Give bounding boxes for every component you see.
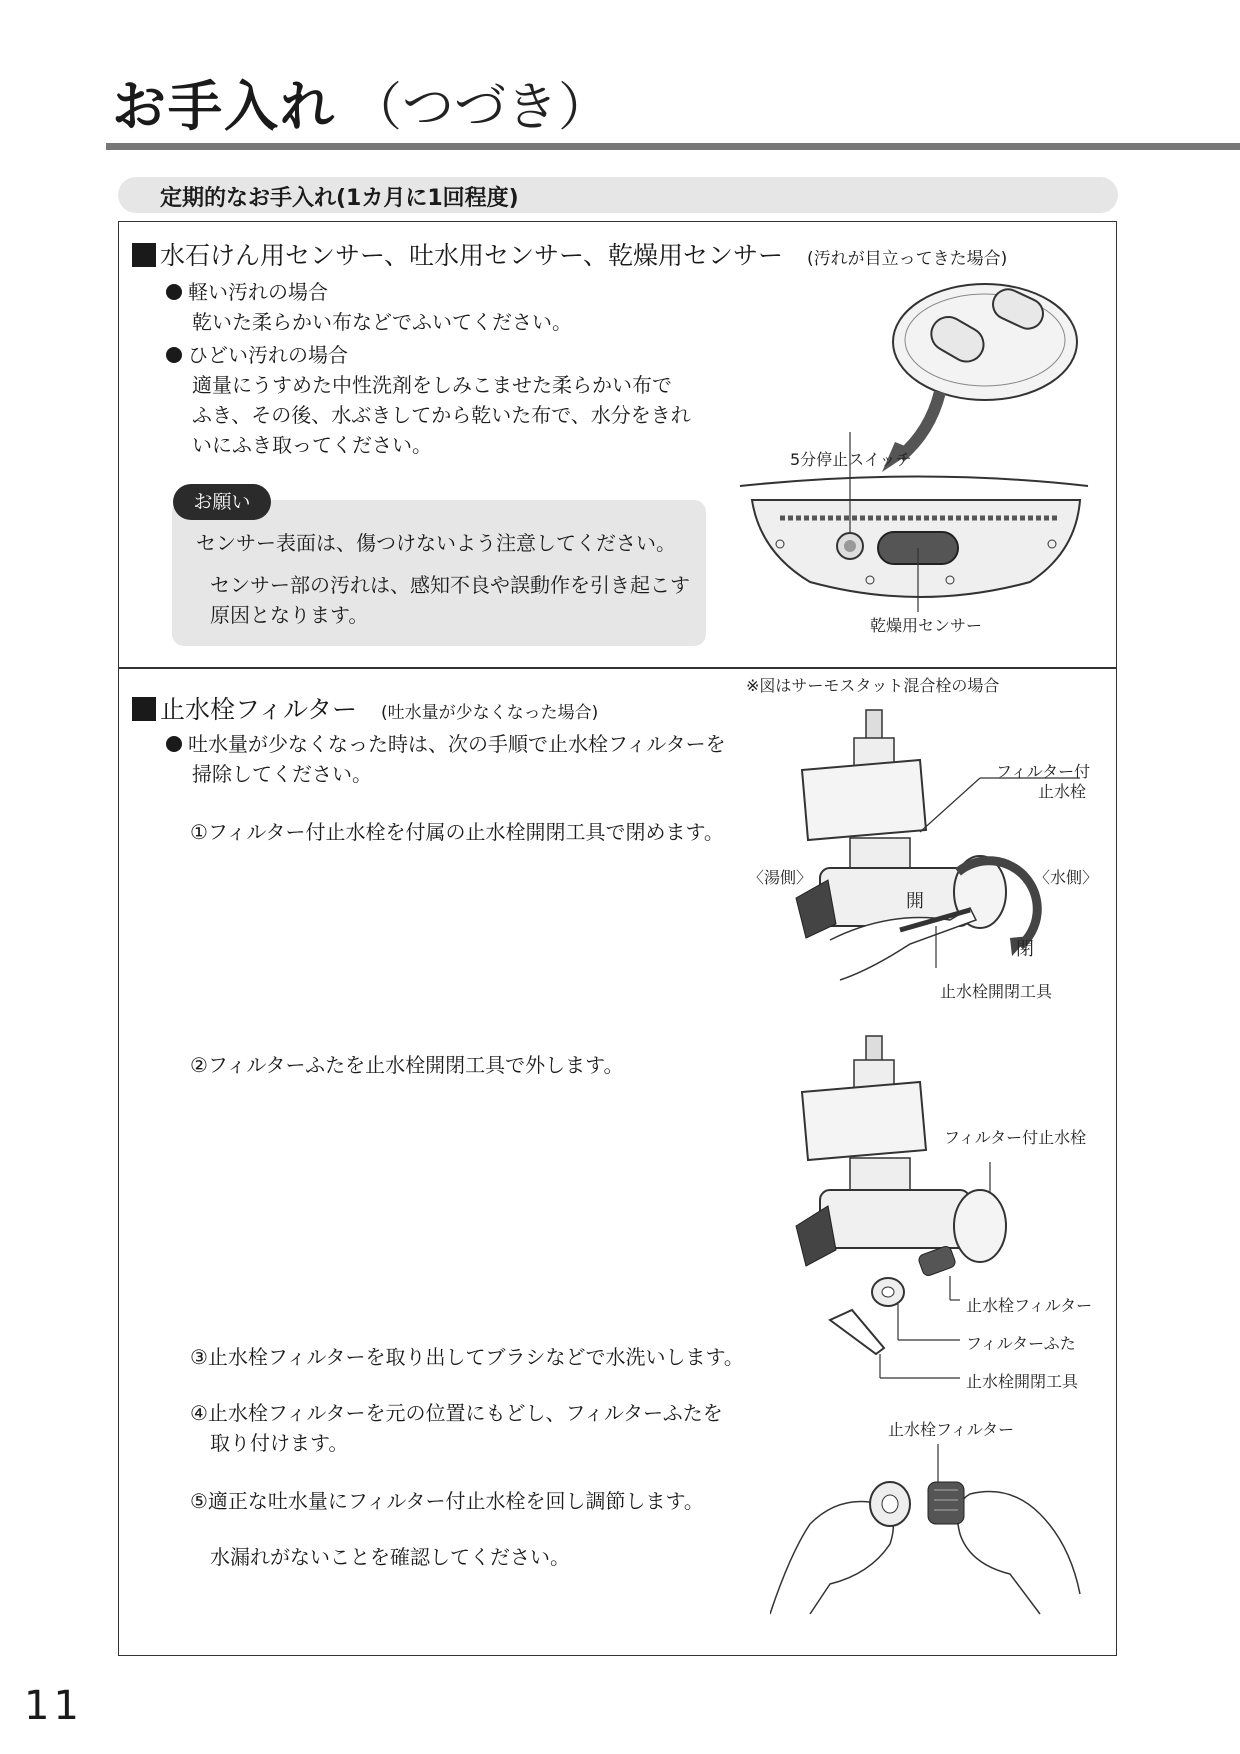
heavy-line-2: ふき、その後、水ぶきしてから乾いた布で、水分をきれ — [192, 403, 691, 427]
label-valve-l1: フィルター付 — [996, 762, 1091, 781]
filter-cap-hole — [882, 1495, 898, 1513]
title-rule — [106, 143, 1240, 150]
heavy-line-3: いにふき取ってください。 — [192, 433, 432, 457]
page-title — [112, 72, 610, 143]
bullet-light — [166, 277, 328, 307]
filter-mesh — [917, 1245, 956, 1277]
label-filter-2: 止水栓フィルター — [966, 1296, 1093, 1315]
page-title-main: お手入れ — [112, 75, 336, 138]
square-icon — [132, 243, 156, 267]
pipe-top — [866, 710, 882, 740]
stop-switch-core — [844, 540, 856, 552]
filter-cap-hole — [882, 1287, 894, 1297]
filter-heading — [132, 694, 598, 729]
filter-heading-note: (吐水量が少なくなった場合) — [381, 703, 599, 723]
section-divider — [118, 667, 1117, 669]
cold-valve — [954, 1190, 1006, 1262]
panel-top-line — [740, 477, 1088, 487]
step-4-line-1: ④止水栓フィルターを元の位置にもどし、フィルターふたを — [190, 1401, 723, 1425]
step-4-line-2: 取り付けます。 — [210, 1431, 349, 1455]
light-title: 軽い汚れの場合 — [188, 280, 328, 304]
step-5-note: 水漏れがないことを確認してください。 — [210, 1545, 570, 1569]
caution-line-2: 原因となります。 — [210, 603, 369, 627]
sensor-heading — [132, 240, 1007, 275]
intro-line-2: 掃除してください。 — [192, 762, 372, 786]
label-hot-side: 〈湯側〉 — [748, 868, 813, 887]
bullet-icon — [166, 347, 182, 363]
label-filter-3: 止水栓フィルター — [888, 1420, 1015, 1439]
step-1: ①フィルター付止水栓を付属の止水栓開閉工具で閉めます。 — [190, 820, 724, 844]
bullet-intro — [166, 729, 726, 759]
step-3: ③止水栓フィルターを取り出してブラシなどで水洗いします。 — [190, 1345, 744, 1369]
label-cold-side: 〈水側〉 — [1034, 868, 1099, 887]
label-valve-l2: 止水栓 — [1038, 782, 1087, 801]
filter-figure-3 — [770, 1444, 1090, 1624]
caution-label: お願い — [173, 484, 271, 520]
label-close: 閉 — [1016, 939, 1034, 960]
caution-main: センサー表面は、傷つけないよう注意してください。 — [196, 531, 676, 555]
light-text: 乾いた柔らかい布などでふいてください。 — [192, 310, 572, 334]
bullet-icon — [166, 736, 182, 752]
square-icon — [132, 697, 156, 721]
label-tool-2: 止水栓開閉工具 — [966, 1372, 1079, 1391]
bullet-heavy — [166, 340, 348, 370]
right-hand-icon — [958, 1492, 1080, 1615]
valve-box — [802, 760, 926, 840]
caution-line-1: センサー部の汚れは、感知不良や誤動作を引き起こす — [210, 573, 690, 597]
filter-mesh — [928, 1482, 964, 1524]
section-band — [118, 177, 1118, 213]
page-number: 11 — [24, 1683, 83, 1729]
page-title-sub: （つづき） — [350, 78, 611, 138]
bullet-icon — [166, 284, 182, 300]
label-tool-1: 止水栓開閉工具 — [940, 982, 1053, 1001]
sensor-unit-top — [893, 284, 1077, 400]
label-cap-2: フィルターふた — [966, 1334, 1076, 1353]
tool-icon — [830, 1310, 884, 1354]
figure-note: ※図はサーモスタット混合栓の場合 — [746, 676, 1000, 695]
intro-line-1: 吐水量が少なくなった時は、次の手順で止水栓フィルターを — [188, 732, 726, 756]
label-stop-switch: 5分停止スイッチ — [790, 450, 912, 469]
label-dry-sensor: 乾燥用センサー — [870, 616, 983, 635]
step-5: ⑤適正な吐水量にフィルター付止水栓を回し調節します。 — [190, 1489, 704, 1513]
label-open: 開 — [906, 891, 924, 912]
hot-nut — [796, 880, 836, 938]
leader-valve-diag — [920, 778, 980, 832]
filter-heading-text: 止水栓フィルター — [160, 695, 358, 724]
section-title: 定期的なお手入れ(1カ月に1回程度) — [160, 186, 519, 211]
heavy-title: ひどい汚れの場合 — [188, 343, 348, 367]
sensor-heading-note: (汚れが目立ってきた場合) — [807, 249, 1008, 269]
label-valve-2: フィルター付止水栓 — [944, 1128, 1087, 1147]
hot-nut — [796, 1206, 836, 1266]
sensor-heading-text: 水石けん用センサー、吐水用センサー、乾燥用センサー — [160, 241, 784, 270]
valve-box — [802, 1082, 926, 1160]
valve-figure-1 — [780, 700, 1100, 990]
valve-body — [820, 1190, 970, 1248]
step-2: ②フィルターふたを止水栓開閉工具で外します。 — [190, 1053, 624, 1077]
heavy-line-1: 適量にうすめた中性洗剤をしみこませた柔らかい布で — [192, 373, 672, 397]
